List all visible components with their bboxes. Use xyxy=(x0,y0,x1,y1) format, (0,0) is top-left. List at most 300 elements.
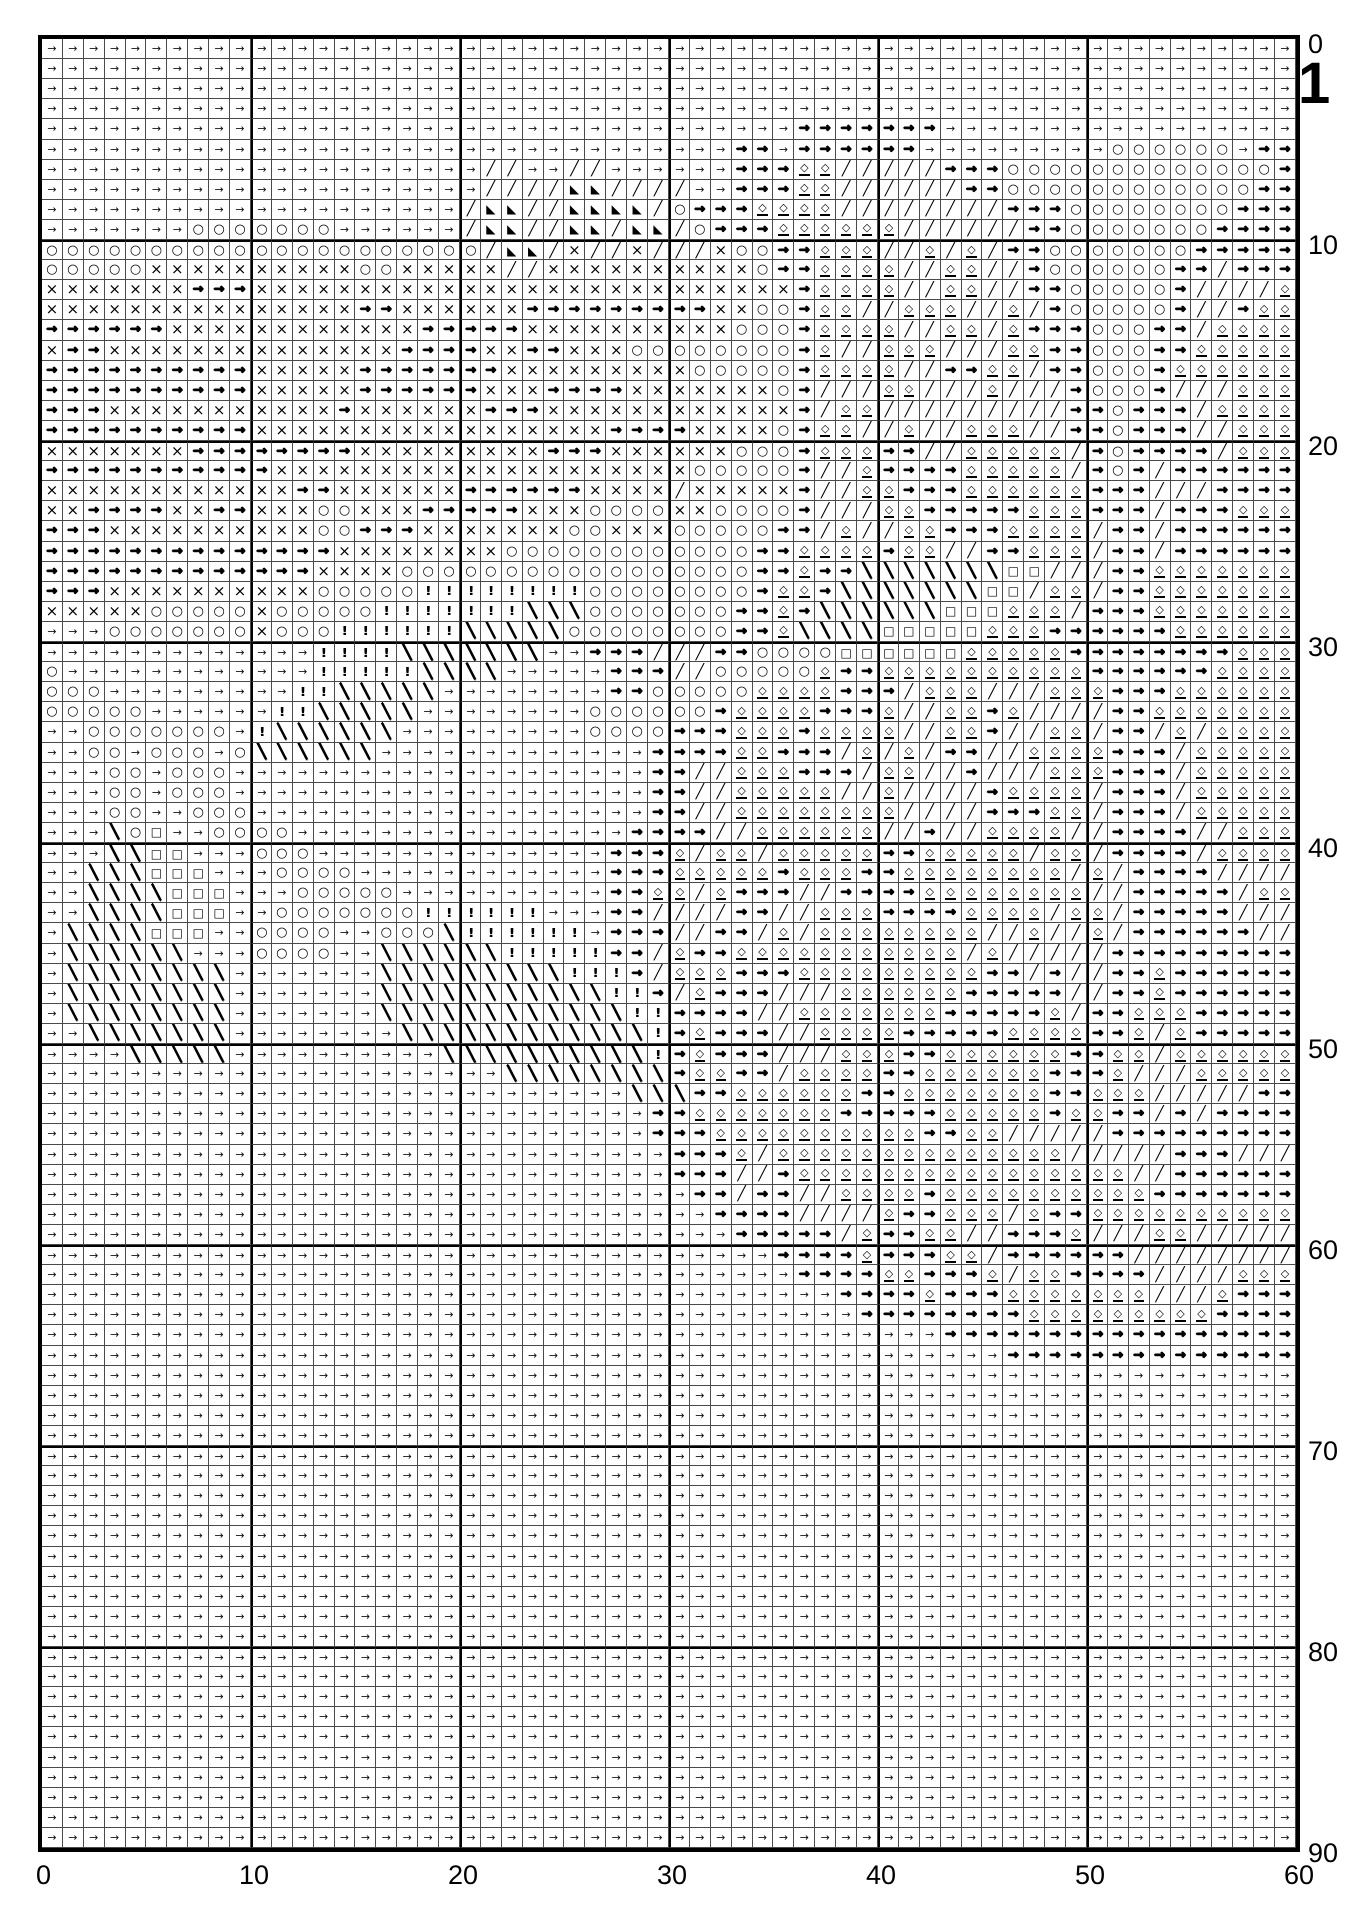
cross-symbol: × xyxy=(690,441,711,461)
heavy-arrow-symbol: → xyxy=(1233,1004,1254,1024)
light-diagonal-symbol: ╱ xyxy=(1087,803,1108,823)
light-arrow-symbol: → xyxy=(251,1426,272,1446)
diamond-base-symbol xyxy=(982,441,1003,461)
heavy-arrow-symbol: → xyxy=(1212,501,1233,521)
circle-symbol: ○ xyxy=(544,542,565,562)
circle-symbol: ○ xyxy=(84,702,105,722)
cross-symbol: × xyxy=(355,421,376,441)
light-arrow-symbol: → xyxy=(376,1245,397,1265)
heavy-arrow-symbol: → xyxy=(84,320,105,340)
light-arrow-symbol: → xyxy=(857,1346,878,1366)
cross-symbol: × xyxy=(585,280,606,300)
diamond-base-glyph: ◇ xyxy=(884,261,894,275)
diamond-base-glyph: ◇ xyxy=(1239,583,1248,597)
light-arrow-symbol: → xyxy=(188,1446,209,1466)
diamond-base-glyph: ◇ xyxy=(1280,443,1290,457)
light-arrow-symbol: → xyxy=(418,1406,439,1426)
light-arrow-symbol: → xyxy=(418,59,439,79)
light-arrow-symbol: → xyxy=(606,79,627,99)
light-arrow-symbol: → xyxy=(627,743,648,763)
light-arrow-symbol: → xyxy=(753,1366,774,1386)
circle-symbol: ○ xyxy=(397,562,418,582)
heavy-arrow-symbol: → xyxy=(1275,1024,1296,1044)
diamond-base-glyph: ◇ xyxy=(779,804,788,818)
diamond-base-symbol xyxy=(899,1084,920,1104)
diamond-base-symbol xyxy=(1191,682,1212,702)
light-arrow-symbol: → xyxy=(335,783,356,803)
cross-symbol: × xyxy=(773,481,794,501)
heavy-diagonal-symbol: ╲ xyxy=(460,1044,481,1064)
circle-symbol: ○ xyxy=(1024,160,1045,180)
heavy-arrow-symbol: → xyxy=(1171,280,1192,300)
heavy-arrow-symbol: → xyxy=(794,521,815,541)
light-diagonal-symbol: ╱ xyxy=(1024,300,1045,320)
light-arrow-symbol: → xyxy=(397,803,418,823)
light-arrow-symbol: → xyxy=(230,1446,251,1466)
diamond-base-symbol xyxy=(732,743,753,763)
heavy-arrow-symbol: → xyxy=(606,843,627,863)
light-arrow-symbol: → xyxy=(335,140,356,160)
cross-symbol: × xyxy=(146,341,167,361)
heavy-diagonal-symbol: ╲ xyxy=(63,964,84,984)
light-arrow-symbol: → xyxy=(146,1205,167,1225)
light-arrow-symbol: → xyxy=(167,702,188,722)
light-arrow-symbol: → xyxy=(481,1366,502,1386)
heavy-arrow-symbol: → xyxy=(1191,984,1212,1004)
diamond-base-glyph: ◇ xyxy=(1093,924,1103,938)
circle-symbol: ○ xyxy=(627,702,648,722)
circle-symbol: ○ xyxy=(1066,300,1087,320)
light-arrow-symbol: → xyxy=(63,1024,84,1044)
light-arrow-symbol: → xyxy=(418,99,439,119)
diamond-base-glyph: ◇ xyxy=(1030,1085,1039,1099)
light-arrow-symbol: → xyxy=(1233,39,1254,59)
diamond-base-glyph: ◇ xyxy=(841,422,851,436)
heavy-arrow-symbol: → xyxy=(418,341,439,361)
heavy-arrow-symbol: → xyxy=(1003,200,1024,220)
exclamation-symbol: ! xyxy=(335,622,356,642)
cross-symbol: × xyxy=(167,320,188,340)
diamond-base-symbol xyxy=(878,702,899,722)
diamond-base-symbol xyxy=(1275,1044,1296,1064)
light-arrow-symbol: → xyxy=(63,903,84,923)
light-arrow-symbol: → xyxy=(815,1466,836,1486)
diamond-base-symbol xyxy=(1024,863,1045,883)
heavy-arrow-symbol: → xyxy=(84,361,105,381)
diamond-base-symbol xyxy=(920,1145,941,1165)
light-arrow-symbol: → xyxy=(606,803,627,823)
heavy-arrow-symbol: → xyxy=(669,803,690,823)
exclamation-symbol: ! xyxy=(460,903,481,923)
circle-symbol: ○ xyxy=(293,883,314,903)
light-diagonal-symbol: ╱ xyxy=(1087,984,1108,1004)
diamond-base-symbol xyxy=(920,923,941,943)
cross-symbol: × xyxy=(105,582,126,602)
diamond-base-symbol xyxy=(899,1165,920,1185)
light-arrow-symbol: → xyxy=(84,140,105,160)
circle-symbol: ○ xyxy=(42,260,63,280)
light-arrow-symbol: → xyxy=(1045,1386,1066,1406)
cross-symbol: × xyxy=(105,602,126,622)
cross-symbol: × xyxy=(544,401,565,421)
light-arrow-symbol: → xyxy=(314,160,335,180)
diamond-base-symbol xyxy=(1233,602,1254,622)
diamond-base-symbol xyxy=(815,441,836,461)
light-diagonal-symbol: ╱ xyxy=(982,682,1003,702)
light-arrow-symbol: → xyxy=(544,783,565,803)
diamond-base-symbol xyxy=(836,280,857,300)
light-arrow-symbol: → xyxy=(627,160,648,180)
light-arrow-symbol: → xyxy=(146,1185,167,1205)
heavy-diagonal-symbol: ╲ xyxy=(878,582,899,602)
light-arrow-symbol: → xyxy=(460,1245,481,1265)
diamond-base-glyph: ◇ xyxy=(675,884,685,898)
light-arrow-symbol: → xyxy=(355,119,376,139)
light-arrow-symbol: → xyxy=(585,1426,606,1446)
exclamation-symbol: ! xyxy=(481,582,502,602)
diamond-base-glyph: ◇ xyxy=(779,623,788,637)
light-arrow-symbol: → xyxy=(1275,79,1296,99)
heavy-arrow-symbol: → xyxy=(669,743,690,763)
heavy-arrow-symbol: → xyxy=(146,461,167,481)
diamond-base-glyph: ◇ xyxy=(1197,683,1206,697)
circle-symbol: ○ xyxy=(732,562,753,582)
light-arrow-symbol: → xyxy=(272,160,293,180)
light-arrow-symbol: → xyxy=(84,1305,105,1325)
cross-symbol: × xyxy=(627,320,648,340)
light-arrow-symbol: → xyxy=(606,1366,627,1386)
diamond-base-glyph: ◇ xyxy=(821,1085,830,1099)
light-arrow-symbol: → xyxy=(42,1084,63,1104)
light-diagonal-symbol: ╱ xyxy=(857,421,878,441)
light-arrow-symbol: → xyxy=(167,1185,188,1205)
light-arrow-symbol: → xyxy=(209,180,230,200)
light-arrow-symbol: → xyxy=(230,1084,251,1104)
heavy-arrow-symbol: → xyxy=(63,341,84,361)
light-arrow-symbol: → xyxy=(230,883,251,903)
diamond-base-glyph: ◇ xyxy=(884,764,894,778)
light-arrow-symbol: → xyxy=(209,1486,230,1506)
diamond-base-symbol xyxy=(1233,682,1254,702)
diamond-base-symbol xyxy=(878,1124,899,1144)
light-arrow-symbol: → xyxy=(42,1225,63,1245)
heavy-diagonal-symbol: ╲ xyxy=(627,1044,648,1064)
cross-symbol: × xyxy=(397,441,418,461)
exclamation-symbol: ! xyxy=(439,622,460,642)
diamond-base-glyph: ◇ xyxy=(821,965,830,979)
cross-symbol: × xyxy=(418,441,439,461)
light-diagonal-symbol: ╱ xyxy=(753,1145,774,1165)
light-arrow-symbol: → xyxy=(355,200,376,220)
circle-symbol: ○ xyxy=(188,722,209,742)
light-arrow-symbol: → xyxy=(1212,1446,1233,1466)
light-arrow-symbol: → xyxy=(230,1406,251,1426)
diamond-base-symbol xyxy=(982,622,1003,642)
diamond-base-symbol xyxy=(1003,662,1024,682)
heavy-arrow-symbol: → xyxy=(105,381,126,401)
light-diagonal-symbol: ╱ xyxy=(1024,1124,1045,1144)
heavy-arrow-symbol: → xyxy=(1275,260,1296,280)
light-diagonal-symbol: ╱ xyxy=(857,521,878,541)
heavy-arrow-symbol: → xyxy=(84,501,105,521)
diamond-base-symbol xyxy=(1254,582,1275,602)
heavy-arrow-symbol: → xyxy=(899,843,920,863)
light-arrow-symbol: → xyxy=(502,662,523,682)
diamond-base-glyph: ◇ xyxy=(1071,583,1081,597)
light-arrow-symbol: → xyxy=(1108,1386,1129,1406)
diamond-base-glyph: ◇ xyxy=(925,663,934,677)
exclamation-symbol: ! xyxy=(481,903,502,923)
diamond-base-glyph: ◇ xyxy=(1176,362,1185,376)
heavy-arrow-symbol: → xyxy=(1171,642,1192,662)
diamond-base-symbol xyxy=(982,883,1003,903)
diamond-base-symbol xyxy=(1045,722,1066,742)
light-arrow-symbol: → xyxy=(878,1466,899,1486)
light-arrow-symbol: → xyxy=(84,1325,105,1345)
light-diagonal-symbol: ╱ xyxy=(1233,883,1254,903)
light-arrow-symbol: → xyxy=(836,1366,857,1386)
circle-symbol: ○ xyxy=(627,582,648,602)
light-arrow-symbol: → xyxy=(1087,1366,1108,1386)
heavy-arrow-symbol: → xyxy=(1129,883,1150,903)
diamond-base-symbol xyxy=(982,642,1003,662)
light-arrow-symbol: → xyxy=(878,79,899,99)
heavy-arrow-symbol: → xyxy=(1129,401,1150,421)
light-arrow-symbol: → xyxy=(63,722,84,742)
circle-symbol: ○ xyxy=(355,260,376,280)
heavy-arrow-symbol: → xyxy=(1129,521,1150,541)
light-arrow-symbol: → xyxy=(355,1165,376,1185)
heavy-arrow-symbol: → xyxy=(899,461,920,481)
cross-symbol: × xyxy=(188,481,209,501)
light-diagonal-symbol: ╱ xyxy=(836,783,857,803)
light-diagonal-symbol: ╱ xyxy=(1150,1024,1171,1044)
light-arrow-symbol: → xyxy=(105,99,126,119)
light-diagonal-symbol: ╱ xyxy=(1254,1245,1275,1265)
light-arrow-symbol: → xyxy=(502,783,523,803)
heavy-arrow-symbol: → xyxy=(1045,320,1066,340)
heavy-diagonal-symbol: ╲ xyxy=(146,1004,167,1024)
cross-symbol: × xyxy=(523,421,544,441)
diamond-base-glyph: ◇ xyxy=(884,502,894,516)
open-square-symbol: □ xyxy=(920,642,941,662)
light-diagonal-symbol: ╱ xyxy=(669,923,690,943)
light-arrow-symbol: → xyxy=(42,1486,63,1506)
light-arrow-symbol: → xyxy=(230,1165,251,1185)
diamond-base-symbol xyxy=(857,320,878,340)
circle-symbol: ○ xyxy=(564,542,585,562)
heavy-diagonal-symbol: ╲ xyxy=(941,582,962,602)
diamond-base-symbol xyxy=(836,903,857,923)
diamond-base-glyph: ◇ xyxy=(779,784,788,798)
light-arrow-symbol: → xyxy=(857,1366,878,1386)
heavy-diagonal-symbol: ╲ xyxy=(126,1024,147,1044)
light-diagonal-symbol: ╱ xyxy=(773,903,794,923)
light-arrow-symbol: → xyxy=(335,1064,356,1084)
diamond-base-symbol xyxy=(836,521,857,541)
light-arrow-symbol: → xyxy=(753,1285,774,1305)
light-arrow-symbol: → xyxy=(376,1225,397,1245)
diamond-base-glyph: ◇ xyxy=(988,663,997,677)
light-arrow-symbol: → xyxy=(1087,59,1108,79)
light-arrow-symbol: → xyxy=(1212,79,1233,99)
heavy-arrow-symbol: → xyxy=(376,381,397,401)
diamond-base-glyph: ◇ xyxy=(1009,1105,1018,1119)
light-arrow-symbol: → xyxy=(63,1265,84,1285)
heavy-arrow-symbol: → xyxy=(126,461,147,481)
heavy-arrow-symbol: → xyxy=(1066,1205,1087,1225)
heavy-arrow-symbol: → xyxy=(544,300,565,320)
heavy-diagonal-symbol: ╲ xyxy=(544,622,565,642)
cross-symbol: × xyxy=(84,602,105,622)
diamond-base-glyph: ◇ xyxy=(800,1065,809,1079)
circle-symbol: ○ xyxy=(753,240,774,260)
diamond-base-symbol xyxy=(982,461,1003,481)
light-arrow-symbol: → xyxy=(105,79,126,99)
open-square-symbol: □ xyxy=(1003,582,1024,602)
light-arrow-symbol: → xyxy=(84,200,105,220)
diamond-base-glyph: ◇ xyxy=(1218,321,1227,335)
diamond-base-glyph: ◇ xyxy=(988,824,997,838)
light-arrow-symbol: → xyxy=(376,1104,397,1124)
light-diagonal-symbol: ╱ xyxy=(920,200,941,220)
heavy-arrow-symbol: → xyxy=(146,542,167,562)
diamond-base-glyph: ◇ xyxy=(1113,1186,1123,1200)
diamond-base-symbol xyxy=(1003,1165,1024,1185)
light-arrow-symbol: → xyxy=(627,1346,648,1366)
light-arrow-symbol: → xyxy=(920,1426,941,1446)
light-arrow-symbol: → xyxy=(335,1024,356,1044)
light-arrow-symbol: → xyxy=(1254,1466,1275,1486)
circle-symbol: ○ xyxy=(1150,160,1171,180)
heavy-arrow-symbol: → xyxy=(1171,1165,1192,1185)
diamond-base-symbol xyxy=(899,542,920,562)
light-arrow-symbol: → xyxy=(251,1205,272,1225)
light-arrow-symbol: → xyxy=(188,1104,209,1124)
light-arrow-symbol: → xyxy=(188,1145,209,1165)
diamond-base-symbol xyxy=(753,743,774,763)
light-diagonal-symbol: ╱ xyxy=(1003,260,1024,280)
diamond-base-glyph: ◇ xyxy=(1071,1025,1081,1039)
diamond-base-glyph: ◇ xyxy=(904,1266,914,1280)
diamond-base-glyph: ◇ xyxy=(1280,764,1290,778)
heavy-arrow-symbol: → xyxy=(1024,1346,1045,1366)
heavy-arrow-symbol: → xyxy=(293,562,314,582)
light-arrow-symbol: → xyxy=(669,140,690,160)
light-arrow-symbol: → xyxy=(669,1346,690,1366)
diamond-base-glyph: ◇ xyxy=(1239,644,1248,658)
light-arrow-symbol: → xyxy=(836,1386,857,1406)
diamond-base-glyph: ◇ xyxy=(1050,482,1060,496)
light-arrow-symbol: → xyxy=(1275,119,1296,139)
heavy-arrow-symbol: → xyxy=(105,542,126,562)
light-arrow-symbol: → xyxy=(397,1285,418,1305)
light-arrow-symbol: → xyxy=(251,1366,272,1386)
diamond-base-symbol xyxy=(1233,662,1254,682)
light-arrow-symbol: → xyxy=(982,59,1003,79)
diamond-base-glyph: ◇ xyxy=(800,201,809,215)
light-arrow-symbol: → xyxy=(105,1366,126,1386)
light-arrow-symbol: → xyxy=(585,1245,606,1265)
diamond-base-glyph: ◇ xyxy=(821,1166,830,1180)
light-arrow-symbol: → xyxy=(523,1205,544,1225)
light-diagonal-symbol: ╱ xyxy=(690,783,711,803)
diamond-base-glyph: ◇ xyxy=(1030,644,1039,658)
heavy-arrow-symbol: → xyxy=(1129,944,1150,964)
light-arrow-symbol: → xyxy=(544,863,565,883)
heavy-arrow-symbol: → xyxy=(669,421,690,441)
light-arrow-symbol: → xyxy=(146,200,167,220)
circle-symbol: ○ xyxy=(1129,140,1150,160)
light-arrow-symbol: → xyxy=(251,1104,272,1124)
diamond-base-symbol xyxy=(899,944,920,964)
light-diagonal-symbol: ╱ xyxy=(1108,1145,1129,1165)
circle-symbol: ○ xyxy=(606,542,627,562)
light-arrow-symbol: → xyxy=(376,1426,397,1446)
circle-symbol: ○ xyxy=(1171,160,1192,180)
cross-symbol: × xyxy=(564,361,585,381)
cross-symbol: × xyxy=(167,582,188,602)
light-arrow-symbol: → xyxy=(669,1185,690,1205)
diamond-base-symbol xyxy=(1233,843,1254,863)
light-arrow-symbol: → xyxy=(126,743,147,763)
light-arrow-symbol: → xyxy=(502,763,523,783)
exclamation-symbol: ! xyxy=(627,984,648,1004)
light-arrow-symbol: → xyxy=(523,702,544,722)
heavy-arrow-symbol: → xyxy=(1150,783,1171,803)
light-diagonal-symbol: ╱ xyxy=(857,180,878,200)
diamond-base-symbol xyxy=(1254,803,1275,823)
heavy-arrow-symbol: → xyxy=(982,1024,1003,1044)
heavy-arrow-symbol: → xyxy=(1108,964,1129,984)
diamond-base-glyph: ◇ xyxy=(1030,884,1039,898)
heavy-arrow-symbol: → xyxy=(1275,964,1296,984)
circle-symbol: ○ xyxy=(105,783,126,803)
diamond-base-symbol xyxy=(1275,823,1296,843)
heavy-arrow-symbol: → xyxy=(732,984,753,1004)
diamond-base-glyph: ◇ xyxy=(1259,1065,1269,1079)
light-arrow-symbol: → xyxy=(544,1205,565,1225)
light-diagonal-symbol: ╱ xyxy=(1066,441,1087,461)
light-arrow-symbol: → xyxy=(376,763,397,783)
light-arrow-symbol: → xyxy=(251,180,272,200)
light-arrow-symbol: → xyxy=(564,702,585,722)
diamond-base-symbol xyxy=(1254,743,1275,763)
diamond-base-symbol xyxy=(836,320,857,340)
light-arrow-symbol: → xyxy=(84,1084,105,1104)
heavy-arrow-symbol: → xyxy=(1024,260,1045,280)
circle-symbol: ○ xyxy=(732,501,753,521)
exclamation-symbol: ! xyxy=(523,944,544,964)
light-arrow-symbol: → xyxy=(126,1104,147,1124)
heavy-arrow-symbol: → xyxy=(1233,1346,1254,1366)
light-arrow-symbol: → xyxy=(627,1265,648,1285)
light-arrow-symbol: → xyxy=(397,1426,418,1446)
heavy-arrow-symbol: → xyxy=(1150,401,1171,421)
diamond-base-glyph: ◇ xyxy=(779,1105,788,1119)
light-arrow-symbol: → xyxy=(439,1104,460,1124)
cross-symbol: × xyxy=(418,300,439,320)
light-arrow-symbol: → xyxy=(167,1466,188,1486)
heavy-arrow-symbol: → xyxy=(1066,1044,1087,1064)
light-arrow-symbol: → xyxy=(732,39,753,59)
light-arrow-symbol: → xyxy=(899,1366,920,1386)
circle-symbol: ○ xyxy=(1212,180,1233,200)
heavy-arrow-symbol: → xyxy=(606,923,627,943)
diamond-base-glyph: ◇ xyxy=(988,845,997,859)
light-arrow-symbol: → xyxy=(773,1265,794,1285)
diamond-base-glyph: ◇ xyxy=(841,1125,851,1139)
